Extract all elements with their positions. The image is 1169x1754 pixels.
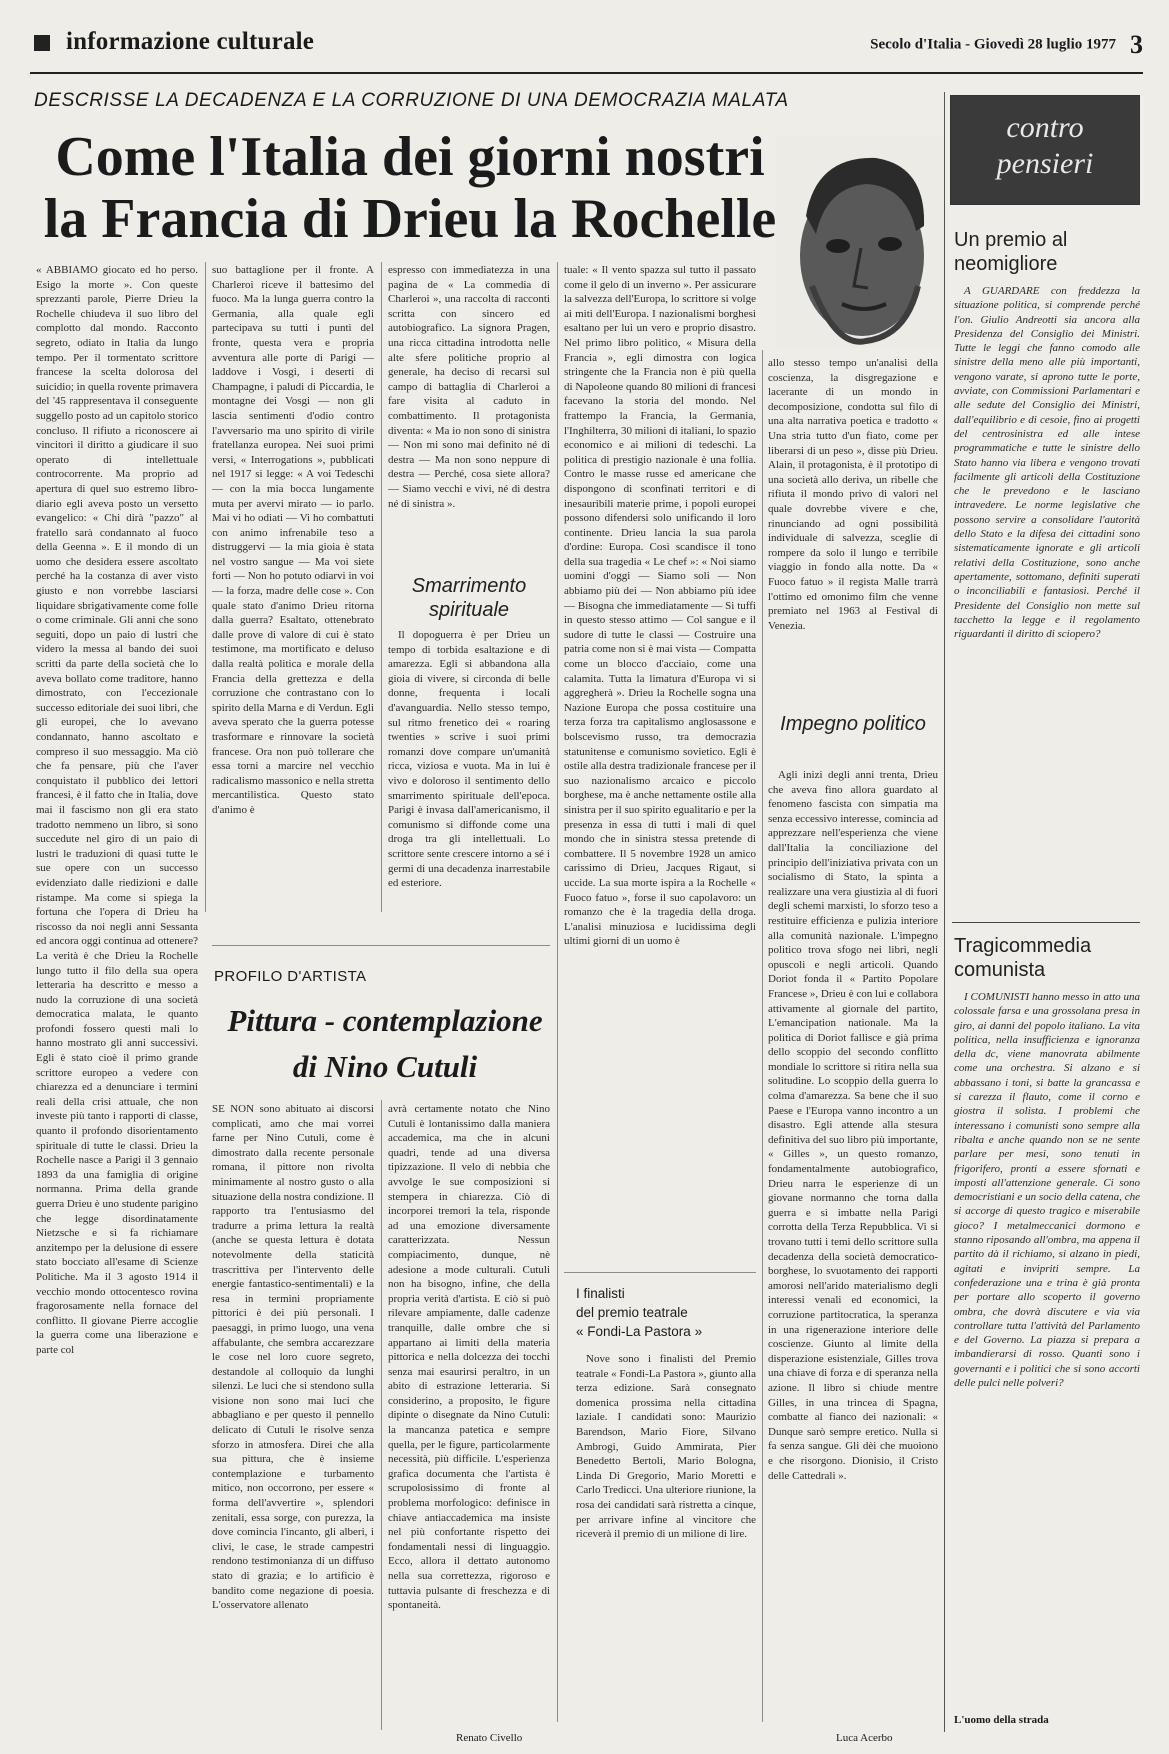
section-header (34, 28, 314, 56)
article-author: Luca Acerbo (836, 1732, 893, 1744)
article-col1-text: « ABBIAMO giocato ed ho perso. Esigo la morte ». Con queste sprezzanti parole, Pierre Drieu la Rochelle chiudeva il suo libro del complotto dal mondo. Racconto segreto, odiato in Italia da lungo tempo. Per il tormentato scrittore francese la scelta dolorosa del suicidio; in quella rovente primavera del '45 rappresentava il conseguente suggello posto ad un capitolo storico concluso. Il rifiuto a riconoscere ai vincitori il diritto a giudicare il suo operato di intellettuale controcorrente. Ma proprio ad apertura di quel suo estremo libro-diario egli aveva posto un versetto evangelico: « Chi dirà "pazzo" al fratello sarà condannato al fuoco della Geenna ». E il mondo di un uomo che desidera essere ascoltato perché ha la costanza di aver visto giusto e non vorrebbe lasciarsi liquidare sbrigativamente come folle o come criminale. Gli anni che sono seguiti, dopo un paio di lustri che videro la messa al bando dei suoi scritti da parte della società che lo aveva bollato come traditore, hanno dimostrato, con l'eccezionale successo editoriale dei suoi libri, che gli europei, che lo avevano condannato, hanno ascoltato e compreso il suo messaggio. Ma ciò che fa pensare, più che l'aver conquistato il pubblico dei lettori francesi, è il fatto che in Italia, dove mai il fascismo non gli era stato tradotto nemmeno un libro, si sono succedute nel giro di un paio di lustri le traduzioni di quasi tutte le sue opere con un successo evidenziato dalle riedizioni e dalle ristampe. Ma come si spiega la fortuna che l'opera di Drieu ha riscosso da noi negli anni Sessanta ed ancora oggi continua ad ottenere? La verità è che Drieu la Rochelle lungo tutto il filo della sua opera letteraria ha descritto e messo a nudo la corruzione di una società democratica malata, le quanto profondi fossero questi mali lo hanno mostrato gli anni successivi. Egli è stato cioè il primo grande scrittore europeo a vedere con chiarezza ed a denunciare i termini reali della crisi attuale, che non investe più tanto i rapporti di classe, quanto il profondo disorientamento spirituale di tutte le classi. Drieu la Rochelle nasce a Parigi il 3 gennaio 1893 da una famiglia di origine normanna. Prima della grande guerra Drieu è uno studente parigino che legge disordinatamente Nietzsche e si fa richiamare anzitempo per la delusione di essere stato bocciato all'esame di Scienze Politiche. Ma il 3 agosto 1914 il vecchio mondo ottocentesco rovina fragorosamente nella fornace del conflitto. Il giovane Pierre accoglie la guerra come una liberazione e parte col (36, 264, 198, 1356)
finalisti-body (576, 1352, 756, 1727)
article-column-4 (564, 263, 756, 1265)
sidebar-header-line2: pensieri (996, 147, 1094, 180)
article-column-5b (768, 768, 938, 1718)
dateline-text: Secolo d'Italia - Giovedì 28 luglio 1977 (870, 36, 1116, 53)
page-number: 3 (1130, 30, 1143, 59)
profilo-column-2 (388, 1102, 550, 1722)
sidebar-item1-body (954, 284, 1140, 904)
article-col3b-text: Il dopoguerra è per Drieu un tempo di torbida esaltazione e di amarezza. Egli si abbandona alla gioia di vivere, si circonda di belle donne, frequenta i locali d'avanguardia. Nello stesso tempo, sul ritmo frenetico dei « roaring twenties » scrive i suoi primi romanzi dove compare un'umanità ricca, viziosa e vuota. Ma in lui è vivo e doloroso il sentimento dello smarrimento spirituale dell'epoca. Parigi è invasa dall'americanismo, il comunismo si diffonde come una droga tra gli intellettuali. Lo scrittore sente crescere intorno a sé i germi di una decadenza inarrestabile ed esteriore. (388, 629, 550, 890)
profilo-author: Renato Civello (456, 1732, 523, 1744)
finalisti-text: Nove sono i finalisti del Premio teatrale « Fondi-La Pastora », giunto alla terza edizione. Sarà consegnato domenica prossima nella cittadina laziale. I candidati sono: Maurizio Barendson, Mario Fiore, Silvano Ambrogi, Guido Ammirata, Pier Benedetto Bertoli, Mario Bologna, Linda Di Gregorio, Mario Moretti e Carlo Tredicci. Una ulteriore riunione, la rosa dei candidati sarà ristretta a cinque, per arrivare infine al vincitore che riceverà il premio di un milione di lire. (576, 1353, 756, 1541)
section-label: informazione culturale (66, 28, 315, 55)
finalisti-heading-line3: « Fondi-La Pastora » (576, 1324, 703, 1339)
article-col4-text: tuale: « Il vento spazza sul tutto il passato come il gelo di un inverno ». Per assicurare la salvezza dell'Europa, lo scrittore si volge ai miti dell'Europa. I nazionalismi borghesi esaltano per lui un vero e proprio disastro. Nel primo libro politico, « Misura della Francia », egli dimostra con logica stringente che la Francia non è più quella di Napoleone quando 80 milioni di francesi facevano la storia del mondo. Nel frattempo la Francia, la Germania, l'Inghilterra, 30 milioni di italiani, lo spazio economico e ai milioni di tedeschi. La politica di prestigio nazionale è una follia. Contro le masse russe ed americane che dispongono di sconfinati territori e di inesauribili materie prime, i popoli europei possono difendersi solo unificando il loro continente. Drieu lancia la sua parola d'ordine: Europa. Così scandisce il tono della sua tragedia « Le chef »: « Noi siamo uomini d'oggi — Siamo soli — Non abbiamo più dei — Non abbiamo più idee — Bisogna che immediatamente — Si tuffi in questo stesso attimo — Col sangue e il sudore di tutte le classi — Costruire una patria come non si è mai vista — Compatta come un blocco d'acciaio, come una calamita. Tutta la limatura d'Europa vi si aggregherà ». Drieu la Rochelle sogna una Nazione Europa che possa costituire una terza forza tra capitalismo anglosassone e bolscevismo russo, tra democrazia statunitense e comunismo sovietico. Egli è ostile alla destra tradizionale francese per il suo nazionalismo arcaico e piccolo borghese, ma è anche nettamente ostile alla sinistra per il suo spirito egualitario e per la presenza in essa di tutti i mali di quel mondo che in sinistra stessa pretende di combattere. Il 5 novembre 1928 un amico carissimo di Drieu, Jacques Rigaut, si uccide. La sua morte ispira a la Rochelle « Fuoco fatuo », forse il suo capolavoro: un romanzo che è la tragedia della droga. L'analisi minuziosa e lucidissima degli ultimi giorni di un uomo è (564, 264, 756, 948)
article-column-2 (212, 263, 374, 908)
column-divider (381, 262, 382, 912)
sidebar-signoff: L'uomo della strada (954, 1714, 1049, 1726)
column-divider (381, 1100, 382, 1730)
square-bullet-icon (34, 35, 50, 51)
sidebar-header-box (950, 95, 1140, 205)
profilo-rule (212, 945, 550, 946)
article-title (40, 126, 780, 250)
profilo-col2-text: avrà certamente notato che Nino Cutuli è lontanissimo dalla maniera accademica, ma che in alcuni quadri, tende ad una diversa tipizzazione. Il velo di nebbia che avvolge le sue composizioni si stempera in chiarezza. Ciò di incorporei tremori la tela, risponde ad una emozione diversamente caratterizzata. Nessun compiacimento, dunque, nè adesione a mode culturali. Cutuli non ha bisogno, infine, che della propria verità d'artista. E ciò si può rilevare ampiamente, dalle cadenze tranquille, dalle ombre che si appartano ai limiti della materia pittorica e nella dolcezza dei tocchi senza mai esaurirsi peraltro, in un abito di estrazione letteraria. Si considerino, a proposito, le figure dipinte o disegnate da Nino Cutuli: la mancanza patetica e sempre quella, per le figure, particolarmente necessità, più difficile. L'esperienza grafica documenta che l'artista è scrupolosissimo di fronte al problema morfologico: definisce in chiave antiaccademica ma insiste nel più confortante rispetto dei fondamentali nessi di linguaggio. Ecco, allora il dettato autonomo nella sua correttezza, rigoroso e tuttavia pulsante di freschezza e di spontaneità. (388, 1103, 550, 1612)
article-column-3a (388, 263, 550, 563)
article-col5b-text: Agli inizi degli anni trenta, Drieu che aveva fino allora guardato al fenomeno fascista con simpatia ma senza eccessivo interesse, comincia ad apprezzare nell'esperienza che viene dall'Italia la conciliazione del principio dell'iniziativa privata con un socialismo di Stato, la spinta a realizzare una vera giustizia al di fuori degli schemi marxisti, lo sforzo teso a restituire efficienza e pulizia interiore alla comunità nazionale. L'impegno politico trova sfogo nei libri, negli opuscoli e negli articoli. Quando Doriot fonda il « Partito Popolare Francese », Drieu è con lui e collabora attivamente al giornale del partito, L'emancipation nationale. Ma la politica di Doriot fallisce e già prima dello scoppio del secondo conflitto mondiale lo scrittore si ritira nella sua solitudine. Lo scoppio della guerra lo colma d'amarezza. Sa bene che il suo Paese e l'Europa vanno incontro a un disastro. Egli attende alla stesura definitiva del suo libro più importante, « Gilles », un questo romanzo, fondamentalmente autobiografico, Drieu narra le esperienze di un giovane normanno che torna dalla guerra e si imbatte nella Parigi corrotta della Terza Repubblica. Vi si trovano tutti i temi dello scrittore sulla decadenza della società democratico-borghese, lo svuotamento dei rapporti amorosi nell'arido materialismo degli interessi venali ed economici, la corruzione partitocratica, la speranza in una rigenerazione interiore delle coscienze. Giunto al limite della disperazione esistenziale, Gilles trova una chiave di forza e di speranza nella azione. Il libro si chiude mentre Gilles, in una trincea di Spagna, combatte al fianco dei nazionali: « Dunque sarò sempre eretico. Nulla si fa senza sangue. Gli dèi che muoiono e che risorgono. Dionisio, il Cristo delle Cattedrali ». (768, 769, 938, 1482)
sidebar-item2-title: Tragicommedia comunista (954, 935, 1092, 981)
article-col2-text: suo battaglione per il fronte. A Charleroi riceve il battesimo del fuoco. Ma la lunga guerra contro la Germania, alla quale egli partecipava su tutti i punti del fronte, questa vera e propria avventura alle porte di Parigi — laddove i Vosgi, i deserti di Champagne, i paludi di Piccardia, le montagne dei Vosgi — non gli lascia sentimenti d'odio contro l'avversario ma uno spirito di virile fratellanza europea. Nei suoi primi versi, « Interrogations », pubblicati nel 1917 si legge: « A voi Tedeschi — con la mia bocca lungamente muta per avervi mirato — io parlo. Mai vi ho odiati — Vi ho combattuti con animo infrenabile teso a distruggervi — la mia gioia è stata nel vostro sangue — Ma voi siete forti — Non ho potuto odiarvi in voi — la forza, madre delle cose ». Con quale stato d'animo Drieu ritorna dalla guerra? Esaltato, ottenebrato dalle prove di valore di cui è stato testimone, ma mortificato e deluso dalla realtà politica e morale della Francia della grettezza e della corruzione che contrastano con lo spirito della Marna e di Verdun. Egli aveva sperato che la guerra potesse trasformare e rinnovare la società francese. Ora non può tollerare che essa torni a marcire nel vecchio radicalismo massonico e nella stretta mercantilistica. Questo stato d'animo è (212, 264, 374, 816)
dateline (870, 30, 1143, 60)
column-divider (557, 262, 558, 1722)
sidebar-item1-title: Un premio al neomigliore (954, 229, 1068, 275)
article-col3a-text: espresso con immediatezza in una pagina de « La commedia di Charleroi », una raccolta di racconti scritta con sincero ed autobiografico. La signora Pragen, una ricca cittadina introdotta nelle alte sfere politiche proprio al generale, ha deciso di recarsi sul campo di battaglia di Charleroi a fare visita al caduto in combattimento. Il protagonista diventa: « Ma io non sono di sinistra — Non mi sono mai definito né di destra — Ma non sono neppure di destra — Perché, cosa siete allora? — Siamo vecchi e vivi, né di destra né di sinistra ». (388, 264, 550, 510)
sidebar-item2-body (954, 990, 1140, 1708)
profilo-title-line2: di Nino Cutuli (292, 1049, 478, 1084)
finalisti-heading-line1: I finalisti (576, 1286, 625, 1301)
sidebar-header-title (951, 110, 1139, 182)
article-column-1 (36, 263, 198, 1723)
article-kicker: DESCRISSE LA DECADENZA E LA CORRUZIONE DI UNA DEMOCRAZIA MALATA (34, 90, 789, 111)
subheading-impegno: Impegno politico (780, 713, 926, 735)
article-column-5a (768, 356, 938, 696)
column-divider (762, 350, 763, 1722)
finalisti-rule (564, 1272, 756, 1273)
header-rule (30, 72, 1143, 74)
article-title-line1: Come l'Italia dei giorni nostri (55, 126, 765, 188)
finalisti-heading (576, 1284, 756, 1341)
profilo-column-1 (212, 1102, 374, 1732)
sidebar-divider (944, 92, 945, 1732)
profilo-col1-text: SE NON sono abituato ai discorsi complicati, amo che mai vorrei farne per Nino Cutuli, come è dimostrato dalla recente personale romana, il pittore non rivolta minimamente al nostro gusto o alla situazione della nostra condizione. Il rapporto tra l'entusiasmo del tradurre a prima lettura la realtà (anche se questa lettura è dotata notevolmente della staticità trascrittiva per l'intervento delle energie fantastico-sentimentali) e la resa in termini propriamente pittorici è dei più personali. I paesaggi, in primo luogo, una vena affabulante, che sembra accarezzare le cose nel loro cuore segreto, destandole al colloquio da lunghi silenzi. Le luci che si stendono sulla visione non sono mai luci che abbagliano e per questo il pennello delicato di Cutuli le risolve senza sforzo in atmosfera. Direi che alla sua pittura, che è insieme contemplazione e turbamento mitico, non occorrono, per essere « forma dell'avvertire », splendori zenitali, essa sorge, con purezza, la dove comincia l'incanto, gli alberi, i clivi, le case, le strade campestri rendono testimonianza di un diffuso stato di grazia; e lo artificio è bandito come negazione di poesia. L'osservatore allenato (212, 1103, 374, 1612)
finalisti-heading-line2: del premio teatrale (576, 1305, 688, 1320)
article-column-3b (388, 628, 550, 908)
profilo-title (212, 998, 558, 1090)
sidebar-item1-text: A GUARDARE con freddezza la situazione politica, si comprende perché l'on. Giulio Andreotti sia ancora alla Presidenza del Consiglio dei Ministri. Tutte le leggi che fanno comodo alle sinistre della meno alle più importanti, vengono varate, si aprono tutte le porte, avviate, con Commissioni Parlamentari e alle sedute del Consiglio dei Ministri, dall'equilibrio e di cesoie, fino ai progetti del centrosinistra ed alle intese programmatiche e tutte le sinistre dello Stato hanno via libera e vengono trovati facilmente gli articoli della Costituzione che le prevedono e le lasciano intravedere. Le norme legislative che possono servire a consolidare l'autorità dello Stato e la difesa dei cittadini sono sistematicamente ignorate e gli articoli relativi della Costituzione, sono anche apertamente, sottomano, definiti superati o inconciliabili e fantasiosi. Perché il Presidente del Consiglio non mette sul tacchetto la legge e il regolamento riguardanti il diritto di sciopero? (954, 285, 1140, 641)
column-divider (205, 262, 206, 912)
sidebar-item2-text: I COMUNISTI hanno messo in atto una colossale farsa e una grossolana presa in giro, ai danni del popolo italiano. La vita politica, nella insufficienza e ignoranza della dc, viene manovrata abilmente come una orchestra. Si alzano e si abbassano i toni, si batte la grancassa e si carezza il flauto, come il corno e giostra il solista. I problemi che interessano i comunisti sono sempre alla ribalta e anche quando non se ne sente parlare per mesi, sono tenuti in frigorifero, pronti a essere sfornati e imposti all'attenzione generale. Ci sono democristiani e un socio della catena, che si accorge di questo tragico e miserabile gioco? I metalmeccanici dormono e stanno riposando all'ombra, ma appena il partito dà il richiamo, si alzano in piedi, agitati e invipriti sempre. La confederazione una e trina è già pronta per portare allo scoperto il governo ombra, che dovrà discutere e via via controllare tutta l'attività del Parlamento e del Governo. La piazza si prepara a imbandierarsi di rosso. Quanti sono i governanti e i politici che si sono accorti delle pulci nelle polveri? (954, 991, 1140, 1390)
article-title-line2: la Francia di Drieu la Rochelle (43, 188, 777, 250)
author-portrait (776, 136, 944, 348)
subheading-smarrimento: Smarrimento spirituale (411, 575, 527, 621)
sidebar-header-line1: contro (1006, 111, 1084, 144)
article-col5a-text: allo stesso tempo un'analisi della coscienza, la disgregazione e lacerante di un mondo in decomposizione, condotta sul filo di una alta narrativa poetica e tradotto « Una stria tutto d'un fiato, come per liberarsi di un peso », disse più Drieu. Alain, il protagonista, è il prototipo di una società allo deriva, un ribelle che rifiuta il mondo privo di valori nel quale dovrebbe vivere e che, rinunciando ad ogni possibilità individuale di salvezza, sceglie di rompere da solo il lungo e terribile viaggio in fondo alla notte. Da « Fuoco fatuo » il regista Malle trarrà l'ottimo ed omonimo film che venne premiato nel 1963 al Festival di Venezia. (768, 357, 938, 632)
sidebar-rule (952, 922, 1140, 923)
profilo-kicker: PROFILO D'ARTISTA (214, 968, 367, 985)
profilo-title-line1: Pittura - contemplazione (227, 1003, 543, 1038)
